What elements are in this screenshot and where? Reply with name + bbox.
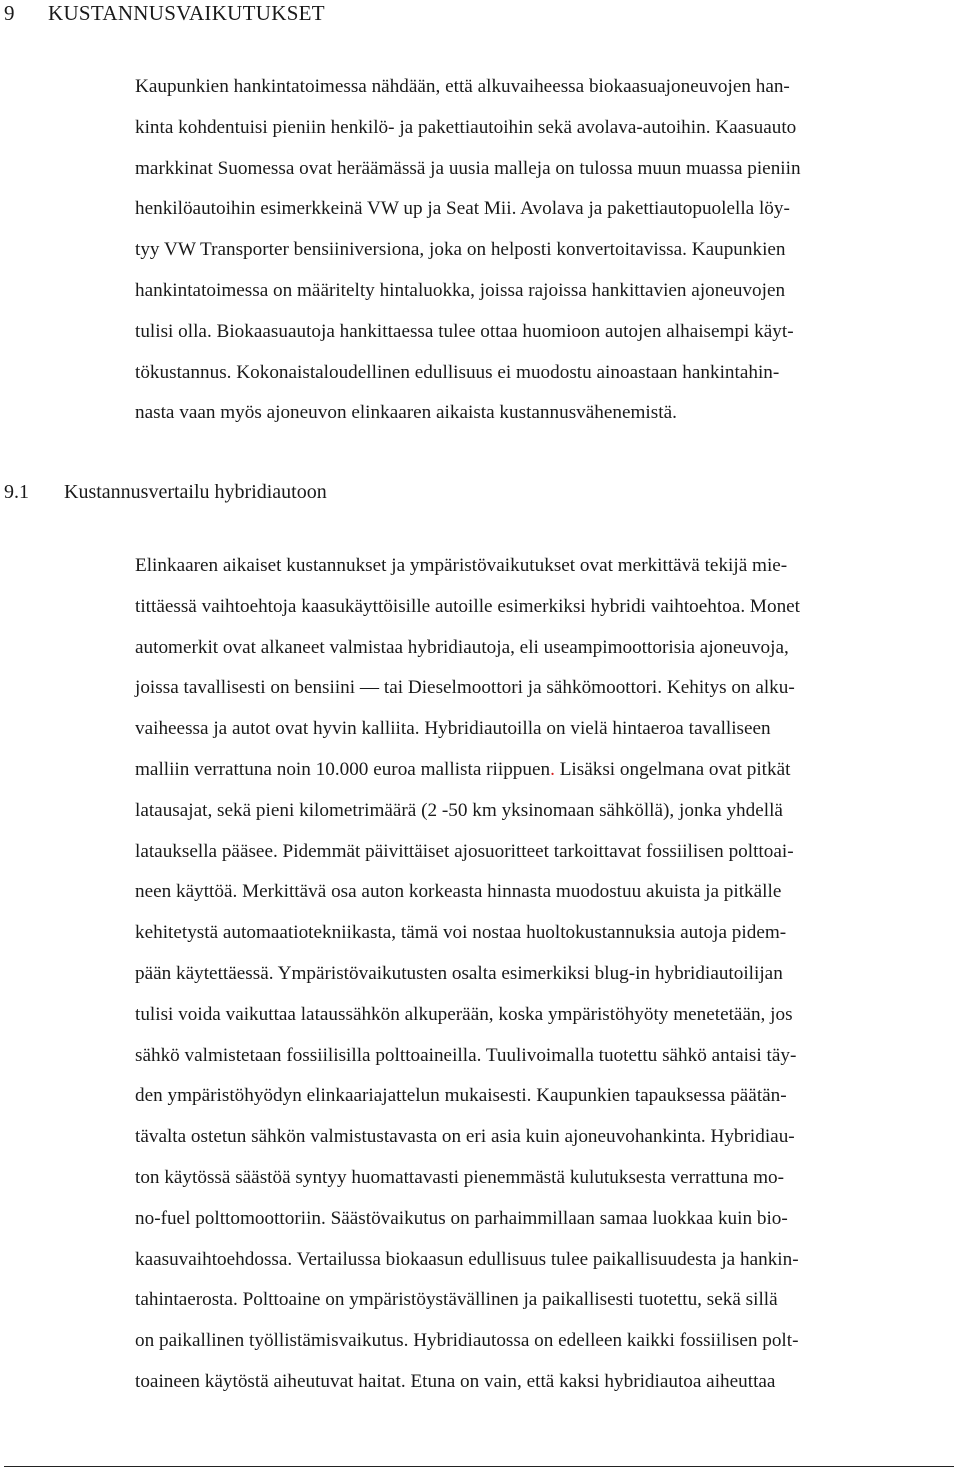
text-line: tahintaerosta. Polttoaine on ympäristöystävällinen ja paikallisesti tuotettu, sekä sillä xyxy=(135,1289,778,1311)
text-line xyxy=(135,750,955,791)
text-line: vaiheessa ja autot ovat hyvin kalliita. Hybridiautoilla on vielä hintaeroa tavalliseen xyxy=(135,718,771,740)
text-line: Kaupunkien hankintatoimessa nähdään, että alkuvaiheessa biokaasuajoneuvojen han- xyxy=(135,76,790,97)
text-line: den ympäristöhyödyn elinkaariajattelun mukaisesti. Kaupunkien tapauksessa päätän- xyxy=(135,1085,787,1107)
text-segment: Lisäksi ongelmana ovat pitkät xyxy=(554,758,791,780)
chapter-heading xyxy=(4,0,325,26)
text-line: hankintatoimessa on määritelty hintaluokka, joissa rajoissa hankittavien ajoneuvojen xyxy=(135,279,786,301)
text-line: pään käytettäessä. Ympäristövaikutusten osalta esimerkiksi blug-in hybridiautoilijan xyxy=(135,962,783,984)
text-line: latausajat, sekä pieni kilometrimäärä (2 -50 km yksinomaan sähköllä), jonka yhdellä xyxy=(135,799,783,821)
text-line: latauksella pääsee. Pidemmät päivittäiset ajosuoritteet tarkoittavat fossiilisen polttoai- xyxy=(135,840,794,862)
text-line: on paikallinen työllistämisvaikutus. Hybridiautossa on edelleen kaikki fossiilisen polt- xyxy=(135,1330,799,1352)
chapter-title: KUSTANNUSVAIKUTUKSET xyxy=(48,1,325,25)
text-line: kinta kohdentuisi pieniin henkilö- ja pakettiautoihin sekä avolava-autoihin. Kaasuauto xyxy=(135,116,797,138)
text-segment: malliin verrattuna noin 10.000 euroa mallista riippuen xyxy=(135,758,551,780)
text-line: joissa tavallisesti on bensiini — tai Dieselmoottori ja sähkömoottori. Kehitys on alku- xyxy=(135,677,795,699)
text-line: neen käyttöä. Merkittävä osa auton korkeasta hinnasta muodostuu akuista ja pitkälle xyxy=(135,881,782,903)
text-line: tävalta ostetun sähkön valmistustavasta on eri asia kuin ajoneuvohankinta. Hybridiau- xyxy=(135,1126,795,1148)
text-line: sähkö valmistetaan fossiilisilla polttoaineilla. Tuulivoimalla tuotettu sähkö antaisi täy- xyxy=(135,1044,797,1066)
text-line: kaasuvaihtoehdossa. Vertailussa biokaasun edullisuus tulee paikallisuudesta ja hankin- xyxy=(135,1248,799,1270)
text-line: no-fuel polttomoottoriin. Säästövaikutus on parhaimmillaan samaa luokkaa kuin bio- xyxy=(135,1207,788,1229)
text-line: tyy VW Transporter bensiiniversiona, joka on helposti konvertoitavissa. Kaupunkien xyxy=(135,239,786,261)
text-line: markkinat Suomessa ovat heräämässä ja uusia malleja on tulossa muun muassa pieniin xyxy=(135,157,801,179)
text-line: toaineen käytöstä aiheutuvat haitat. Etuna on vain, että kaksi hybridiautoa aiheuttaa xyxy=(135,1370,776,1392)
text-line: tökustannus. Kokonaistaloudellinen edullisuus ei muodostu ainoastaan hankintahin- xyxy=(135,361,780,383)
text-line: automerkit ovat alkaneet valmistaa hybridiautoja, eli useampimoottorisia ajoneuvoja, xyxy=(135,636,789,658)
text-line: nasta vaan myös ajoneuvon elinkaaren aikaista kustannusvähenemistä. xyxy=(135,402,677,424)
text-line: tulisi voida vaikuttaa lataussähkön alkuperään, koska ympäristöhyöty menetetään, jos xyxy=(135,1003,793,1025)
paragraph-intro xyxy=(135,67,955,434)
text-line: tulisi olla. Biokaasuautoja hankittaessa tulee ottaa huomioon autojen alhaisempi käyt- xyxy=(135,320,794,342)
text-line: tittäessä vaihtoehtoja kaasukäyttöisille autoille esimerkiksi hybridi vaihtoehtoa. Monet xyxy=(135,595,801,617)
section-heading xyxy=(4,479,327,505)
text-line: kehitetystä automaatiotekniikasta, tämä voi nostaa huoltokustannuksia autoja pidem- xyxy=(135,922,787,944)
footer-divider xyxy=(4,1466,954,1467)
text-line: henkilöautoihin esimerkkeinä VW up ja Seat Mii. Avolava ja pakettiautopuolella löy- xyxy=(135,198,790,220)
section-title: Kustannusvertailu hybridiautoon xyxy=(64,481,327,503)
section-number: 9.1 xyxy=(4,481,29,503)
text-line: Elinkaaren aikaiset kustannukset ja ympäristövaikutukset ovat merkittävä tekijä mie- xyxy=(135,555,788,576)
highlighted-period: . xyxy=(550,758,555,780)
text-line: ton käytössä säästöä syntyy huomattavasti pienemmästä kulutuksesta verrattuna mo- xyxy=(135,1166,785,1188)
chapter-number: 9 xyxy=(4,1,15,25)
paragraph-hybrid-comparison xyxy=(135,546,955,1403)
